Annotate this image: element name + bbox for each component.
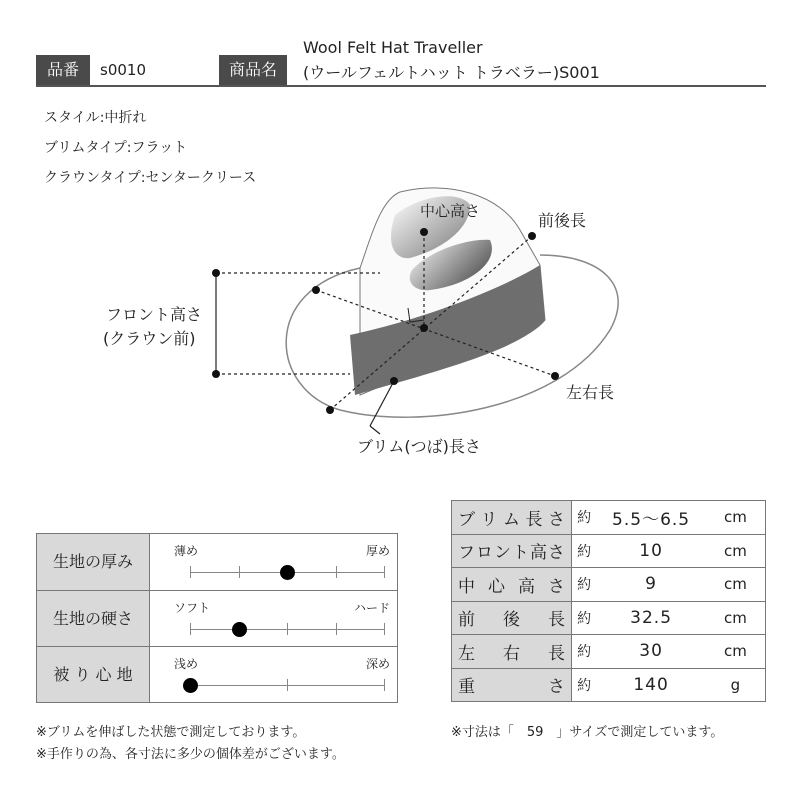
size-value: 30 (596, 635, 705, 669)
size-unit: cm (706, 601, 766, 635)
code-value: s0010 (100, 61, 146, 79)
scale-tick (336, 623, 337, 635)
size-approx: 約 (571, 668, 596, 702)
feel-label: 被 り 心 地 (37, 647, 150, 702)
size-unit: cm (706, 501, 766, 535)
size-row (452, 601, 766, 635)
product-name-ja: (ウールフェルトハット トラベラー)S001 (303, 63, 600, 82)
label-center-height: 中心高さ (420, 202, 481, 220)
size-key-text: 中 心 高 さ (458, 576, 565, 597)
label-front-height-sub: (クラウン前) (103, 329, 196, 348)
scale-tick (384, 566, 385, 578)
feel-max-label: ハード (353, 601, 390, 615)
size-approx: 約 (571, 501, 596, 535)
feel-min-label: ソフト (174, 601, 211, 615)
size-row (452, 668, 766, 702)
size-key-text: フ ロ ン ト 高 さ (458, 543, 565, 564)
size-key (452, 568, 572, 602)
feel-scale (190, 572, 384, 573)
note-brim: ※ブリムを伸ばした状態で測定しております。 (36, 725, 306, 740)
size-key-text: 重 さ (458, 677, 565, 698)
size-key (452, 601, 572, 635)
product-name-en: Wool Felt Hat Traveller (303, 38, 483, 57)
size-value: 10 (596, 534, 705, 568)
size-row (452, 501, 766, 535)
size-approx: 約 (571, 534, 596, 568)
size-value: 32.5 (596, 601, 705, 635)
scale-tick (384, 623, 385, 635)
feel-table (36, 533, 398, 703)
feel-min-label: 薄め (174, 544, 199, 558)
size-approx: 約 (571, 635, 596, 669)
size-row (452, 568, 766, 602)
size-key (452, 501, 572, 535)
feel-level-dot (183, 678, 198, 693)
feel-level-dot (280, 565, 295, 580)
label-front-back: 前後長 (538, 211, 587, 230)
size-value: 140 (596, 668, 705, 702)
size-unit: g (706, 668, 766, 702)
feel-row (37, 534, 397, 590)
feel-scale (190, 685, 384, 686)
scale-tick (287, 679, 288, 691)
size-key-text: 前 後 長 (458, 610, 565, 631)
size-unit: cm (706, 534, 766, 568)
feel-scale (190, 629, 384, 630)
label-brim-length: ブリム(つば)長さ (357, 437, 481, 456)
size-row (452, 534, 766, 568)
size-key (452, 668, 572, 702)
feel-row (37, 646, 397, 702)
size-value: 5.5〜6.5 (596, 501, 705, 535)
scale-tick (190, 623, 191, 635)
spec-brim-type: ブリムタイプ:フラット (44, 140, 188, 156)
feel-level-dot (232, 622, 247, 637)
scale-tick (287, 623, 288, 635)
size-key (452, 534, 572, 568)
size-unit: cm (706, 568, 766, 602)
scale-tick (190, 566, 191, 578)
feel-row (37, 590, 397, 646)
size-approx: 約 (571, 568, 596, 602)
scale-tick (239, 566, 240, 578)
size-key-text: ブ リ ム 長 さ (458, 509, 565, 530)
note-handmade: ※手作りの為、各寸法に多少の個体差がございます。 (36, 747, 345, 762)
code-label: 品番 (36, 55, 90, 85)
label-front-height: フロント高さ (106, 305, 203, 324)
size-key (452, 635, 572, 669)
spec-crown-type: クラウンタイプ:センタークリース (44, 170, 257, 186)
feel-label: 生地の厚み (37, 534, 150, 590)
name-label: 商品名 (219, 55, 287, 85)
size-table (451, 500, 766, 702)
size-key-text: 左 右 長 (458, 643, 565, 664)
spec-style: スタイル:中折れ (44, 110, 147, 126)
scale-tick (384, 679, 385, 691)
feel-min-label: 浅め (174, 657, 199, 671)
feel-label: 生地の硬さ (37, 591, 150, 646)
size-unit: cm (706, 635, 766, 669)
label-side-length: 左右長 (566, 383, 615, 402)
feel-max-label: 深め (365, 657, 390, 671)
size-value: 9 (596, 568, 705, 602)
size-row (452, 635, 766, 669)
note-size: ※寸法は「 59 」サイズで測定しています。 (451, 725, 724, 740)
feel-max-label: 厚め (365, 544, 390, 558)
scale-tick (336, 566, 337, 578)
size-approx: 約 (571, 601, 596, 635)
